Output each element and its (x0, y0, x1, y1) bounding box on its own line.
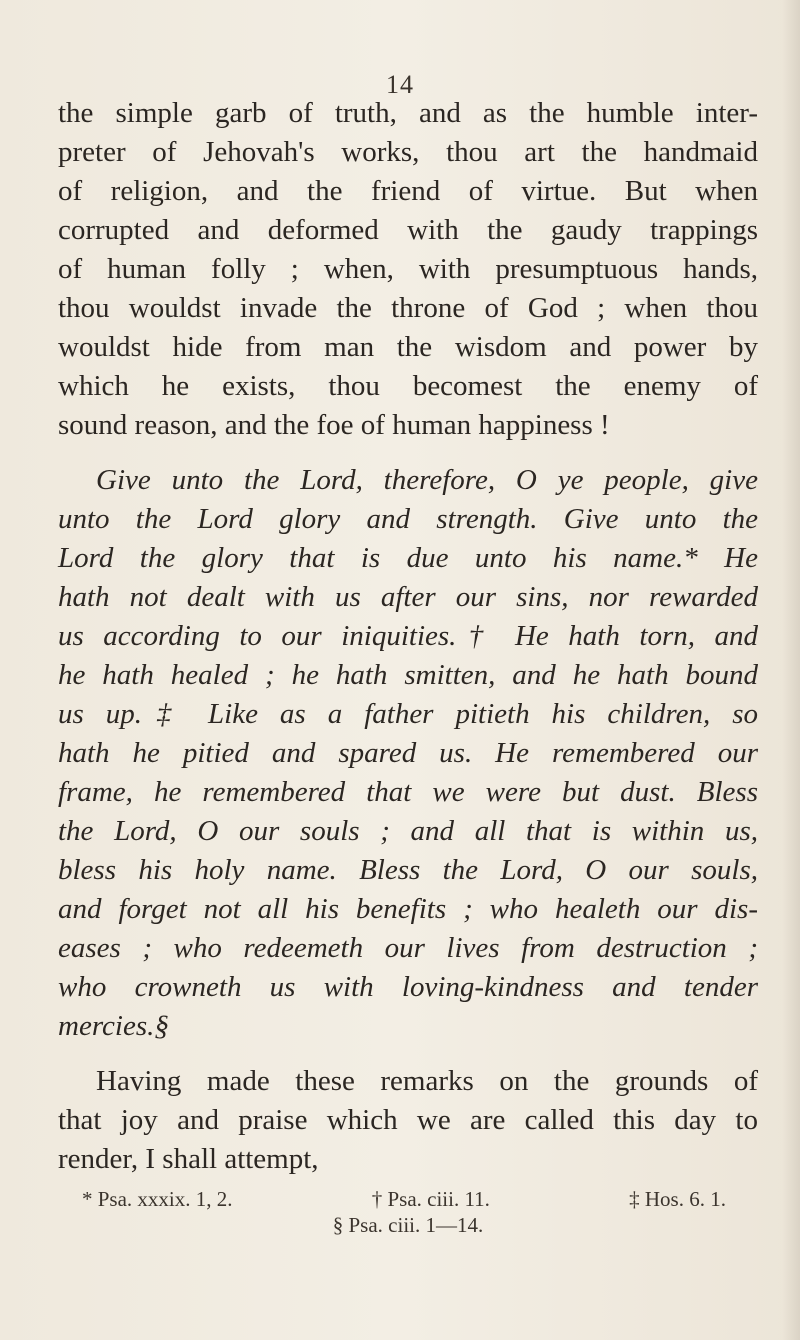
text-line: and forget not all his benefits ; who healeth our dis- (58, 893, 758, 925)
text-line: us up.‡ Like as a father pitieth his children, so (58, 698, 758, 730)
text-line: preter of Jehovah's works, thou art the handmaid (58, 136, 758, 168)
footnote: † Psa. ciii. 11. (371, 1187, 490, 1211)
text-line: who crowneth us with loving-kindness and tender (58, 971, 758, 1003)
text-line: the simple garb of truth, and as the humble inter- (58, 97, 758, 129)
text-line: thou wouldst invade the throne of God ; when thou (58, 292, 758, 324)
text-line: Having made these remarks on the grounds of (96, 1065, 758, 1097)
text-line: bless his holy name. Bless the Lord, O our souls, (58, 854, 758, 886)
page-number: 14 (386, 70, 414, 99)
text-line: of religion, and the friend of virtue. But when (58, 175, 758, 207)
paragraph-3 (58, 1062, 758, 1179)
text-line: the Lord, O our souls ; and all that is within us, (58, 815, 758, 847)
text-line: frame, he remembered that we were but dust. Bless (58, 776, 758, 808)
footnote-row (58, 1186, 758, 1212)
footnote: ‡ Hos. 6. 1. (629, 1187, 726, 1211)
text-line: eases ; who redeemeth our lives from destruction ; (58, 932, 758, 964)
text-line: of human folly ; when, with presumptuous hands, (58, 253, 758, 285)
page-edge-shadow (782, 0, 800, 1340)
text-line: that joy and praise which we are called this day to (58, 1104, 758, 1136)
text-line: Lord the glory that is due unto his name.* He (58, 542, 758, 574)
text-line: mercies.§ (58, 1010, 169, 1042)
body-text (58, 94, 758, 1179)
text-line: render, I shall attempt, (58, 1143, 319, 1175)
text-line: sound reason, and the foe of human happiness ! (58, 409, 610, 441)
text-line: hath he pitied and spared us. He remembered our (58, 737, 758, 769)
text-line: Give unto the Lord, therefore, O ye people, give (96, 464, 758, 496)
footnote: § Psa. ciii. 1—14. (332, 1213, 484, 1237)
text-line: unto the Lord glory and strength. Give unto the (58, 503, 758, 535)
footnote: * Psa. xxxix. 1, 2. (82, 1187, 233, 1211)
text-line: hath not dealt with us after our sins, nor rewarded (58, 581, 758, 613)
footnotes (58, 1186, 758, 1238)
paragraph-1 (58, 94, 758, 445)
text-line: wouldst hide from man the wisdom and power by (58, 331, 758, 363)
paragraph-2 (58, 461, 758, 1046)
text-line: corrupted and deformed with the gaudy trappings (58, 214, 758, 246)
text-line: which he exists, thou becomest the enemy of (58, 370, 758, 402)
footnote-row (58, 1212, 758, 1238)
text-line: he hath healed ; he hath smitten, and he hath bound (58, 659, 758, 691)
text-line: us according to our iniquities.† He hath torn, and (58, 620, 758, 652)
